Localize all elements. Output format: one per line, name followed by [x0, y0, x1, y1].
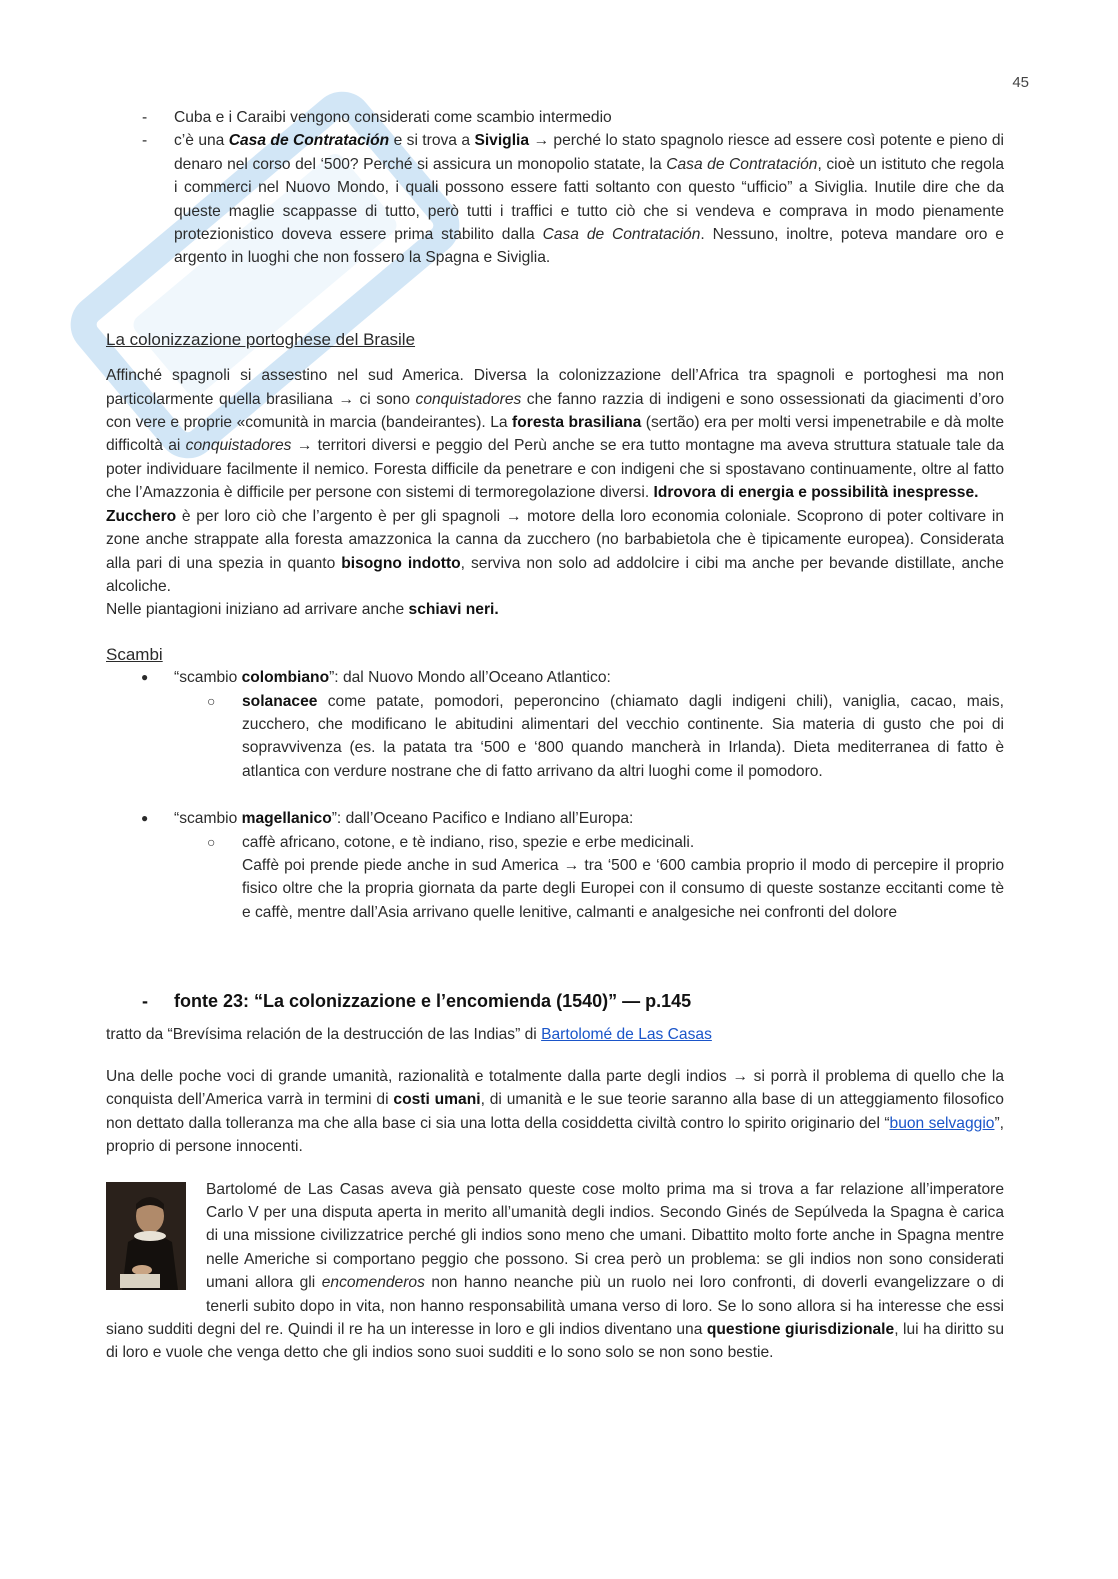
portrait-block: [106, 1178, 1004, 1365]
intro-list: [106, 106, 1004, 270]
paragraph-brasile: Affinché spagnoli si assestino nel sud America. Diversa la colonizzazione dell’Africa tra spagnoli e portoghesi ma non particolarmente quella brasiliana → ci sono conquistadores che fanno razzia di indigeni e sono ossessionati da giacimenti d’oro con vere e proprie «comunità in marcia (bandeirantes). La foresta brasiliana (sertão) era per molti versi impenetrabile e dà molte difficoltà ai conquistadores → territori diversi e peggio del Perù anche se era tutto montagne ma aveva struttura statuale tale da poter individuare facilmente il nemico. Foresta difficile da penetrare e con indigeni che si spostavano continuamente, oltre al fatto che l’Amazzonia è difficile per persone con sistemi di termoregolazione diversi. Idrovora di energia e possibilità inespresse.: [106, 367, 1005, 502]
tratto-line: tratto da “Brevísima relación de la destrucción de las Indias” di Bartolomé de Las Casas: [106, 1025, 712, 1043]
list-item-casa: - c’è una Casa de Contratación e si trova a Siviglia → perché lo stato spagnolo riesce ad essere così potente e pieno di denaro nel corso del ‘500? Perché si assicura un monopolio statate, la Casa de Contratación, cioè un istituto che regola i commerci nel Nuovo Mondo, i quali possono essere fatti soltanto con questo “ufficio” a Siviglia. Inutile dire che da queste maglie scappasse di tutto, però tutti i traffici e tutto ciò che si vendeva e comprava in modo pienamente protezionistico doveva essere prima stabilito dalla Casa de Contratación. Nessuno, inoltre, poteva mandare oro e argento in luoghi che non fossero la Spagna e Siviglia.: [106, 129, 1004, 269]
section-heading-brasile: La colonizzazione portoghese del Brasile: [106, 329, 416, 349]
las-casas-link[interactable]: Bartolomé de Las Casas: [541, 1025, 712, 1043]
page-content: [106, 106, 1004, 1365]
page-number: 45: [1012, 74, 1029, 91]
paragraph-schiavi: Nelle piantagioni iniziano ad arrivare anche schiavi neri.: [106, 601, 499, 619]
list-item: - Cuba e i Caraibi vengono considerati come scambio intermedio: [106, 106, 1004, 129]
list-item-colombiano: ● “scambio colombiano”: dal Nuovo Mondo all’Oceano Atlantico: ○ solanacee come patate, pomodori, peperoncino (chiamato dagli indigeni chili), vaniglia, cacao, mais, zucchero, che modificano le abitudini alimentari del vecchio continente. Sia materia di gusto che poi di sopravvivenza (es. la patata tra ‘500 e ‘800 quando mancherà in Irlanda). Dieta mediterranea di fatto è atlantica con verdure nostrane che di fatto arrivano da altri luoghi come il pomodoro.: [106, 666, 1004, 783]
sublist-colombiano: [174, 690, 1004, 784]
sublist-item: ○ solanacee come patate, pomodori, peperoncino (chiamato dagli indigeni chili), vaniglia, cacao, mais, zucchero, che modificano le abitudini alimentari del vecchio continente. Sia materia di gusto che poi di sopravvivenza (es. la patata tra ‘500 e ‘800 quando mancherà in Irlanda). Dieta mediterranea di fatto è atlantica con verdure nostrane che di fatto arrivano da altri luoghi come il pomodoro.: [174, 690, 1004, 784]
portrait-image: [106, 1182, 186, 1290]
scambi-list: [106, 666, 1004, 924]
buon-selvaggio-link[interactable]: buon selvaggio: [889, 1114, 995, 1132]
paragraph-umanita: Una delle poche voci di grande umanità, razionalità e totalmente dalla parte degli indios → si porrà il problema di quello che la conquista dell’America varrà in termini di costi umani, di umanità e le sue teorie saranno alla base di un atteggiamento filosofico non dettato dalla tolleranza ma che alla base ci sia una lotta della cosiddetta civiltà contro lo spirito originario del “buon selvaggio”, proprio di persone innocenti.: [106, 1068, 1004, 1156]
paragraph-las-casas: Bartolomé de Las Casas aveva già pensato queste cose molto prima ma si trova a far relazione all’imperatore Carlo V per una disputa aperta in merito all’umanità degli indios. Secondo Ginés de Sepúlveda la Spagna è carica di una missione civilizzatrice perché gli indios sono meno che umani. Dibattito molto forte anche in Spagna mentre nelle Americhe si comportano peggio che possono. Si crea però un problema: se gli indios non sono considerati umani allora gli encomenderos non hanno neanche più un ruolo nei loro confronti, di doverli evangelizzare o di tenerli subito dopo in vita, non hanno responsabilità umana verso di loro. Se lo sono allora si ha interesse che essi siano sudditi degni del re. Quindi il re ha un interesse in loro e gli indios diventano una questione giurisdizionale, lui ha diritto su di loro e vuole che venga detto che gli indios sono suoi sudditi e lo sono solo se non sono bestie.: [106, 1180, 1005, 1362]
list-item-magellanico: ● “scambio magellanico”: dall’Oceano Pacifico e Indiano all’Europa: ○ caffè africano, cotone, e tè indiano, riso, spezie e erbe medicinali. Caffè poi prende piede anche in sud America → tra ‘500 e ‘600 cambia proprio il modo di percepire il proprio fisico oltre che la propria giornata da parte degli Europei con il consumo di queste sostanze eccitanti come tè e caffè, mentre dall’Asia arrivano quelle lenitive, calmanti e analgesiche nei confronti del dolore: [106, 807, 1004, 924]
sublist-item: ○ caffè africano, cotone, e tè indiano, riso, spezie e erbe medicinali. Caffè poi prende piede anche in sud America → tra ‘500 e ‘600 cambia proprio il modo di percepire il proprio fisico oltre che la propria giornata da parte degli Europei con il consumo di queste sostanze eccitanti come tè e caffè, mentre dall’Asia arrivano quelle lenitive, calmanti e analgesiche nei confronti del dolore: [174, 831, 1004, 925]
fonte-heading: - fonte 23: “La colonizzazione e l’encomienda (1540)” — p.145: [106, 990, 1004, 1013]
paragraph-zucchero: Zucchero è per loro ciò che l’argento è per gli spagnoli → motore della loro economia coloniale. Scoprono di poter coltivare in zone anche strappate alla foresta amazzonica la canna da zucchero (no barbabietola che è tipicamente europea). Considerata alla pari di una spezia in quanto bisogno indotto, serviva non solo ad addolcire i cibi ma anche per bevande distillate, anche alcoliche.: [106, 507, 1004, 595]
sublist-magellanico: [174, 831, 1004, 925]
section-heading-scambi: Scambi: [106, 644, 163, 664]
